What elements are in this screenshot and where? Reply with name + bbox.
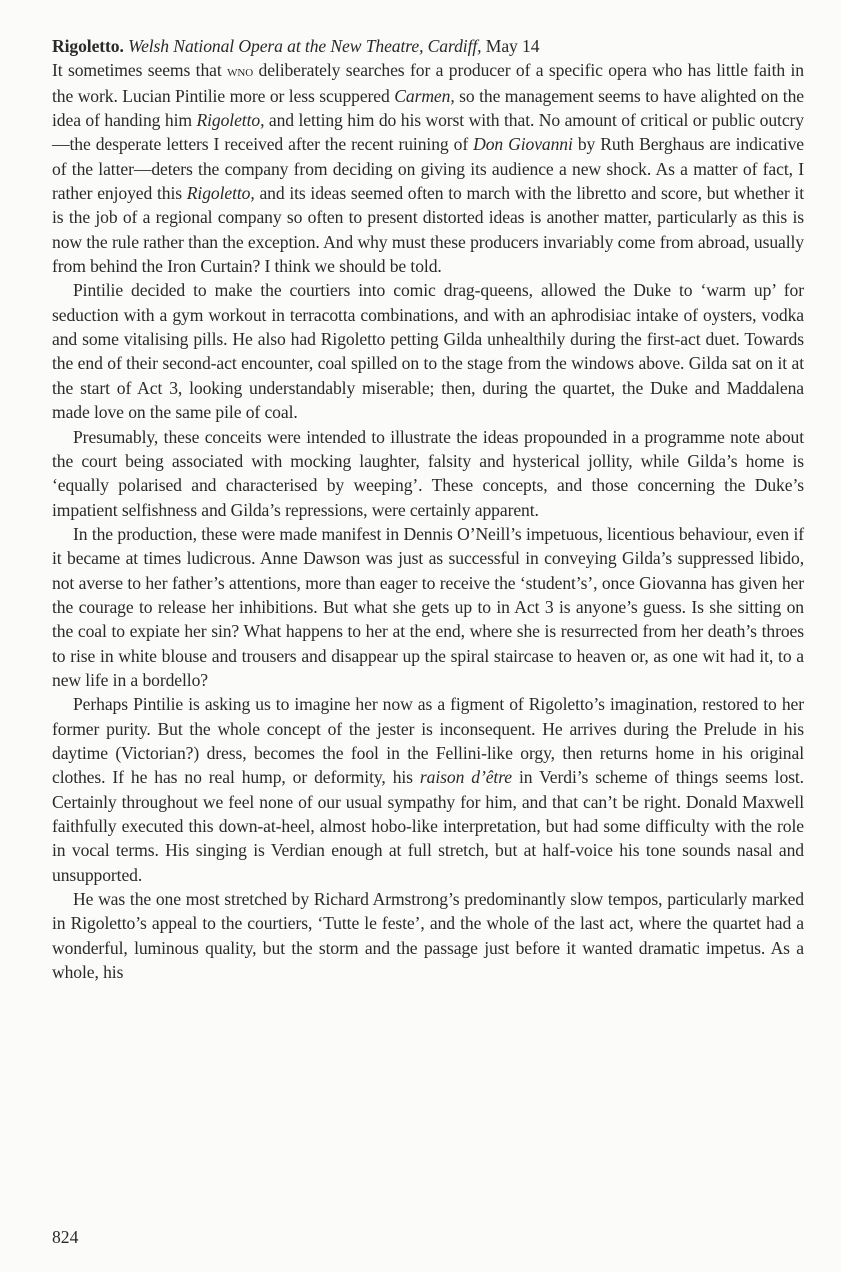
venue: Welsh National Opera at the New Theatre, Cardiff, — [128, 36, 482, 56]
page-number: 824 — [52, 1227, 79, 1247]
review-body — [52, 58, 804, 984]
paragraph — [52, 522, 804, 692]
text-run: In the production, these were made manifest in Dennis O’Neill’s impetuous, licentious behaviour, even if it became at times ludicrous. Anne Dawson was just as successful in conveying Gilda’s suppressed libido, not averse to her father’s attentions, more than eager to receive the ‘student’s’, once Giovanna has given her the courage to release her inhibitions. But what she gets up to in Act 3 is anyone’s guess. Is she sitting on the coal to expiate her sin? What happens to her at the end, where she is resurrected from her death’s throes to rise in white blouse and trousers and disappear up the spiral staircase to heaven or, as one wit had it, to a new life in a bordello? — [52, 523, 804, 690]
text-run: and its ideas seemed often to march with the libretto and score, but whether it is the job of a regional company so often to present distorted ideas is another matter, particularly as this is now the rule rather than the exception. And why must these producers invariably come from abroad, usually from behind the Iron Curtain? I think we should be told. — [52, 183, 804, 277]
paragraph — [52, 425, 804, 522]
review-heading — [52, 34, 804, 58]
paragraph — [52, 278, 804, 424]
text-run: in Verdi’s scheme of things seems lost. Certainly throughout we feel none of our usual sympathy for him, and that can’t be right. Donald Maxwell faithfully executed this down-at-heel, almost hobo-like interpretation, but had some difficulty with the role in vocal terms. His singing is Verdian enough at full stretch, but at half-voice his tone sounds nasal and unsupported. — [52, 767, 804, 885]
text-run: deliberately searches for a producer of a specific opera who has little faith in the work. Lucian Pintilie more or less scuppered — [52, 60, 804, 106]
italic-text: Carmen, — [394, 85, 455, 106]
opera-title: Rigoletto. — [52, 36, 124, 56]
text-run: Perhaps Pintilie is asking us to imagine her now as a figment of Rigoletto’s imagination, restored to her former purity. But the whole concept of the jester is inconsequent. He arrives during the Prelude in his daytime (Victorian?) dress, becomes the fool in the Fellini-like orgy, then returns home in his original clothes. If he has no real hump, or deformity, his — [52, 694, 804, 788]
article-page — [52, 34, 804, 984]
paragraph — [52, 887, 804, 984]
performance-date: May 14 — [485, 36, 540, 56]
paragraph — [52, 58, 804, 278]
text-run: Presumably, these conceits were intended to illustrate the ideas propounded in a programme note about the court being associated with mocking laughter, falsity and hysterical jollity, while Gilda’s home is ‘equally polarised and characterised by weeping’. These concepts, and those concerning the Duke’s impatient selfishness and Gilda’s repressions, were certainly apparent. — [52, 426, 804, 520]
text-run: Pintilie decided to make the courtiers into comic drag-queens, allowed the Duke to ‘warm up’ for seduction with a gym workout in terracotta combinations, and with an aphrodisiac intake of oysters, vodka and some vitalising pills. He also had Rigoletto petting Gilda unhealthily during the first-act duet. Towards the end of their second-act encounter, coal spilled on to the stage from the windows above. Gilda sat on it at the start of Act 3, looking understandably miserable; then, during the quartet, the Duke and Maddalena made love on the same pile of coal. — [52, 280, 804, 423]
text-run: wno — [227, 62, 254, 81]
text-run: by Ruth Berghaus are indicative of the latter—deters the company from deciding on giving its audience a new shock. As a matter of fact, I rather enjoyed this — [52, 134, 804, 204]
text-run: so the management seems to have alighted on the idea of handing him — [52, 85, 804, 131]
italic-text: Rigoletto, — [196, 110, 265, 131]
italic-text: Don Giovanni — [473, 134, 573, 155]
text-run: He was the one most stretched by Richard Armstrong’s predominantly slow tempos, particularly marked in Rigoletto’s appeal to the courtiers, ‘Tutte le feste’, and the whole of the last act, where the quartet had a wonderful, luminous quality, but the storm and the passage just before it wanted dramatic impetus. As a whole, his — [52, 889, 804, 983]
italic-text: raison d’être — [419, 767, 513, 788]
paragraph — [52, 692, 804, 887]
text-run: It sometimes seems that — [52, 60, 228, 81]
text-run: and letting him do his worst with that. No amount of critical or public outcry—the desperate letters I received after the recent ruining of — [52, 110, 805, 155]
italic-text: Rigoletto, — [186, 183, 255, 204]
